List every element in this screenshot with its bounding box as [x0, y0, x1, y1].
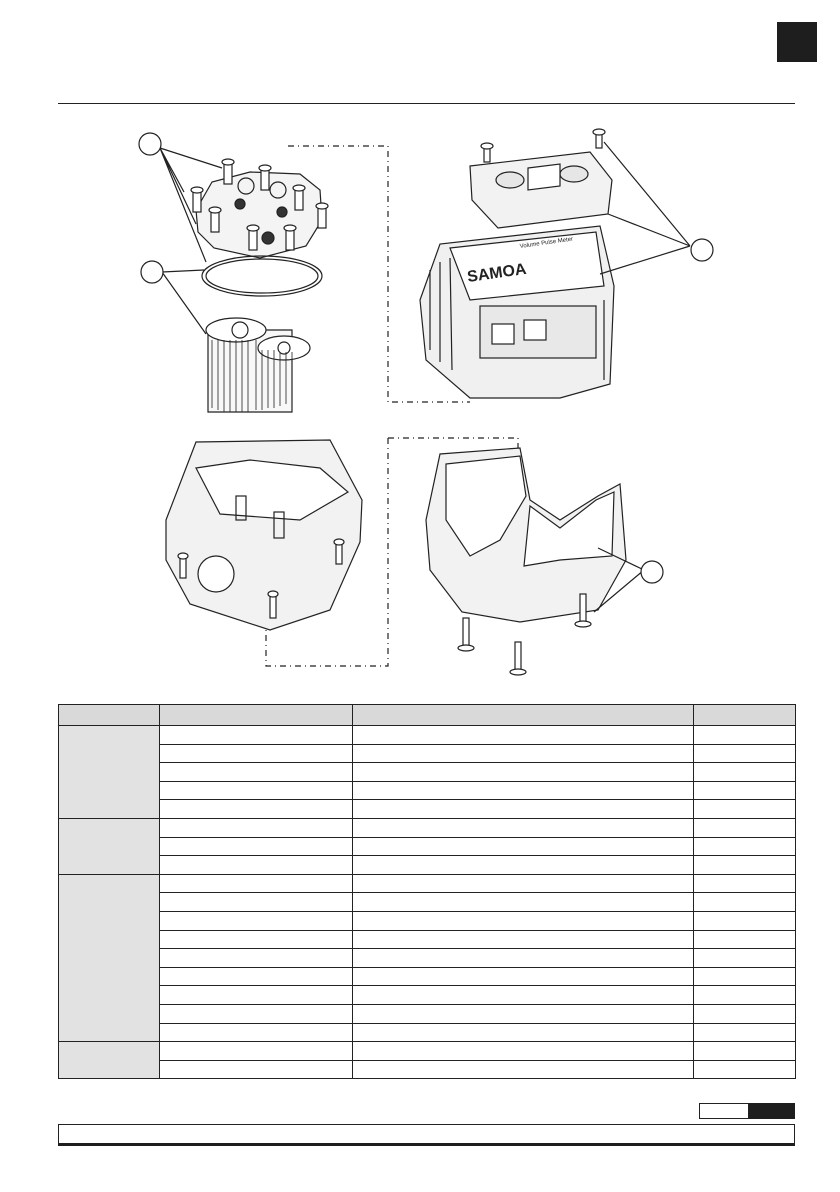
table-cell	[160, 1023, 353, 1042]
table-cell	[160, 893, 353, 912]
table-cell	[353, 986, 694, 1005]
footer-bar	[58, 1124, 795, 1144]
table-cell	[694, 763, 796, 782]
table-cell	[694, 967, 796, 986]
table-cell	[694, 726, 796, 745]
table-cell	[694, 800, 796, 819]
table-cell	[353, 874, 694, 893]
callout-leader-3	[600, 142, 690, 274]
table-cell	[353, 949, 694, 968]
table-cell	[694, 930, 796, 949]
table-cell	[694, 1060, 796, 1079]
table-row	[59, 800, 796, 819]
table-row	[59, 781, 796, 800]
page-reference-left	[699, 1103, 749, 1119]
o-ring-inner	[206, 259, 318, 293]
group-cell	[59, 726, 160, 819]
table-cell	[353, 781, 694, 800]
table-cell	[694, 1004, 796, 1023]
display-cover	[470, 152, 612, 228]
callout-circle-1	[139, 133, 161, 155]
table-cell	[353, 744, 694, 763]
table-cell	[353, 837, 694, 856]
o-ring	[202, 256, 322, 296]
pulse-meter-housing	[420, 226, 614, 398]
product-label: Volume Pulse Meter	[519, 236, 574, 250]
header-cell	[353, 705, 694, 726]
table-row	[59, 1042, 796, 1061]
table-cell	[694, 949, 796, 968]
callout-circle-4	[641, 561, 663, 583]
table-row	[59, 837, 796, 856]
table-cell	[160, 949, 353, 968]
table-cell	[160, 800, 353, 819]
footer-rule	[58, 1143, 795, 1146]
table-cell	[160, 911, 353, 930]
table-cell	[694, 837, 796, 856]
table-row	[59, 726, 796, 745]
meter-body	[166, 440, 362, 630]
table-row	[59, 874, 796, 893]
table-cell	[353, 800, 694, 819]
table-cell	[353, 856, 694, 875]
table-cell	[160, 837, 353, 856]
table-cell	[353, 911, 694, 930]
table-cell	[160, 967, 353, 986]
table-row	[59, 967, 796, 986]
table-row	[59, 930, 796, 949]
table-cell	[160, 744, 353, 763]
table-cell	[160, 874, 353, 893]
table-cell	[160, 781, 353, 800]
table-cell	[160, 763, 353, 782]
table-cell	[694, 856, 796, 875]
table-cell	[160, 1004, 353, 1023]
table-cell	[353, 818, 694, 837]
table-cell	[353, 1023, 694, 1042]
page-reference-box	[699, 1103, 795, 1119]
table-cell	[353, 967, 694, 986]
table-row	[59, 986, 796, 1005]
brand-label: SAMOA	[466, 260, 528, 286]
callout-circle-2	[141, 261, 163, 283]
table-cell	[694, 986, 796, 1005]
table-row	[59, 949, 796, 968]
parts-list-table	[58, 704, 796, 1079]
table-cell	[694, 781, 796, 800]
table-cell	[353, 1042, 694, 1061]
base-housing	[426, 448, 626, 622]
table-cell	[160, 1042, 353, 1061]
callout-leader-2	[162, 270, 206, 334]
exploded-view-diagram	[0, 110, 840, 700]
table-cell	[694, 744, 796, 763]
table-cell	[353, 1060, 694, 1079]
table-cell	[353, 763, 694, 782]
table-row	[59, 893, 796, 912]
table-header-row	[59, 705, 796, 726]
callout-circle-3	[691, 239, 713, 261]
table-cell	[694, 893, 796, 912]
table-cell	[694, 1042, 796, 1061]
dashed-guide-right	[388, 438, 518, 448]
table-row	[59, 818, 796, 837]
header-rule	[58, 103, 795, 104]
table-row	[59, 744, 796, 763]
oval-gears	[206, 318, 310, 412]
table-cell	[160, 1060, 353, 1079]
table-row	[59, 911, 796, 930]
page-reference-right	[749, 1103, 795, 1119]
group-cell	[59, 818, 160, 874]
table-cell	[353, 930, 694, 949]
header-cell	[160, 705, 353, 726]
table-cell	[694, 1023, 796, 1042]
table-cell	[160, 856, 353, 875]
table-cell	[694, 911, 796, 930]
table-row	[59, 1004, 796, 1023]
group-cell	[59, 1042, 160, 1079]
table-cell	[353, 893, 694, 912]
table-row	[59, 1060, 796, 1079]
table-cell	[694, 818, 796, 837]
table-cell	[160, 726, 353, 745]
language-tab	[777, 22, 817, 62]
table-cell	[353, 1004, 694, 1023]
group-cell	[59, 874, 160, 1041]
header-cell	[59, 705, 160, 726]
table-cell	[160, 986, 353, 1005]
table-cell	[160, 930, 353, 949]
table-cell	[694, 874, 796, 893]
table-row	[59, 1023, 796, 1042]
table-row	[59, 763, 796, 782]
table-cell	[160, 818, 353, 837]
table-cell	[353, 726, 694, 745]
table-row	[59, 856, 796, 875]
header-cell	[694, 705, 796, 726]
